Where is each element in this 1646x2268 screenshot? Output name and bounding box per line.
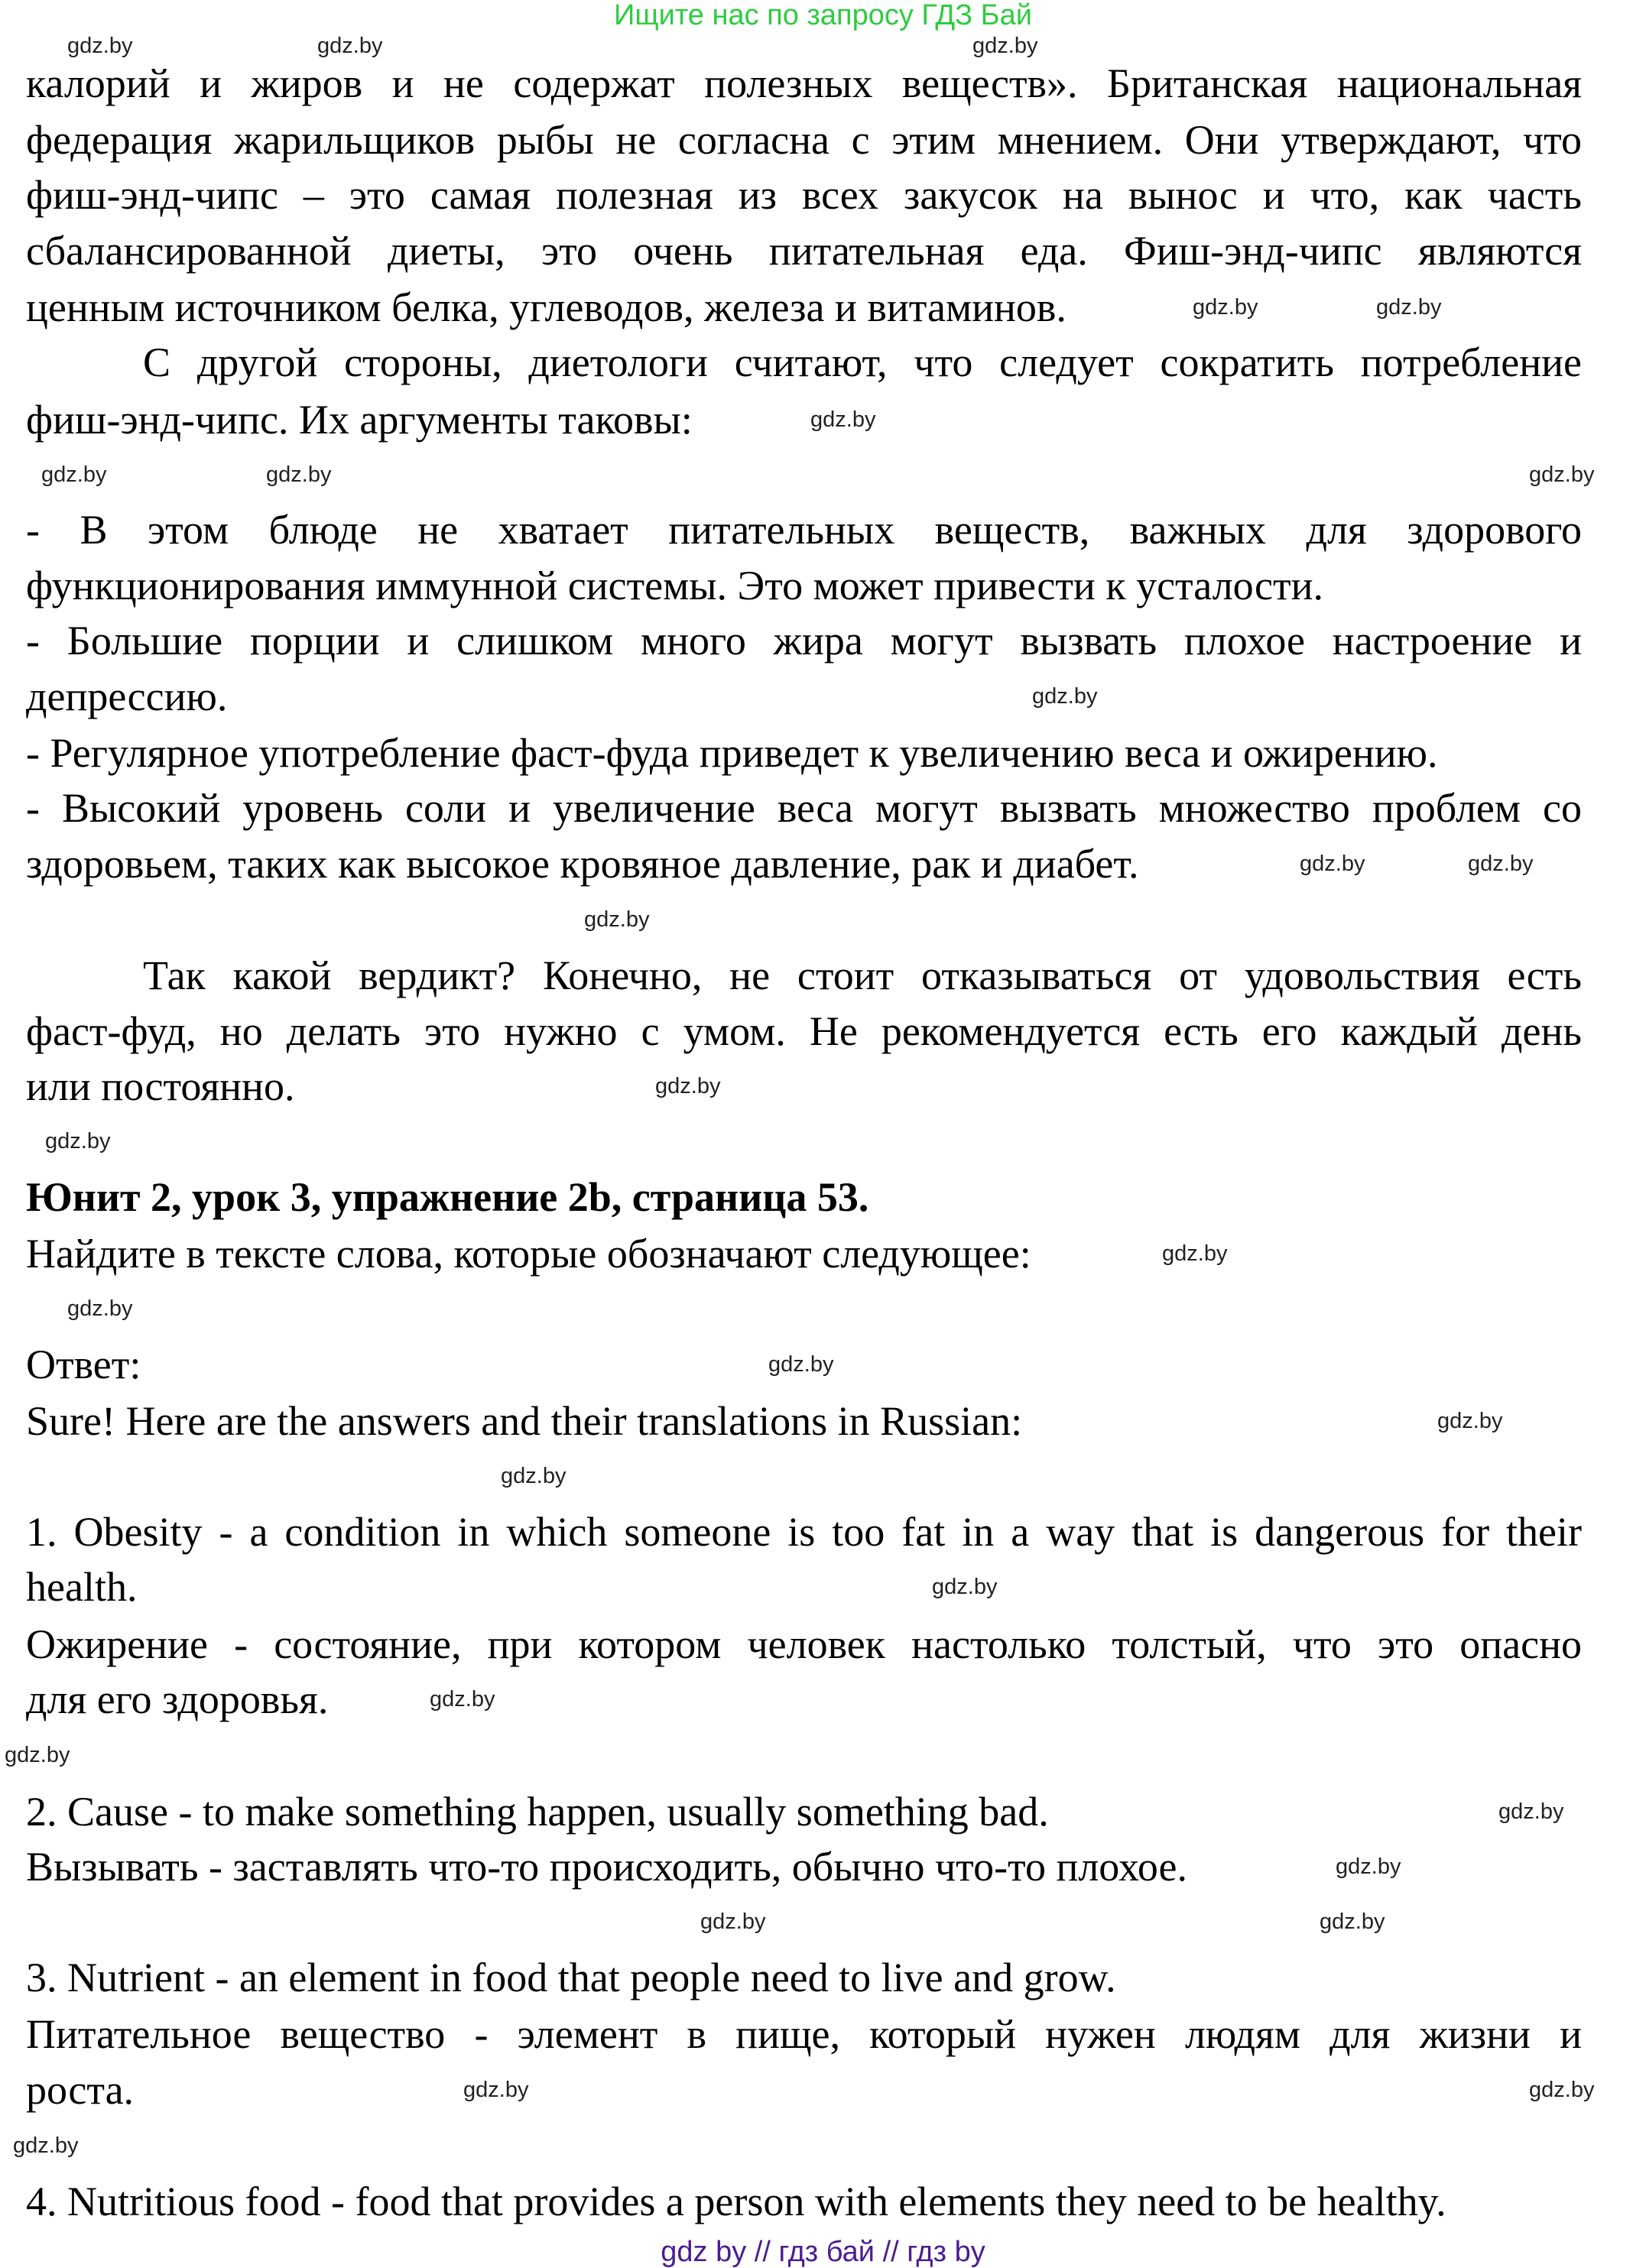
text-line: роста. [26, 2067, 135, 2113]
text-line: калорий и жиров и не содержат полезных веществ». Британская национальная [26, 60, 1582, 106]
text-line: 4. Nutritious food - food that provides a person with elements they need to be healthy. [26, 2179, 1446, 2224]
watermark: gdz.by [266, 462, 332, 487]
text-line: 3. Nutrient - an element in food that people need to live and grow. [26, 1955, 1116, 2000]
watermark: gdz.by [1300, 852, 1365, 876]
text-line: - Регулярное употребление фаст-фуда приведет к увеличению веса и ожирению. [26, 730, 1438, 776]
text-line: Питательное вещество - элемент в пище, который нужен людям для жизни и [26, 2011, 1582, 2057]
watermark: gdz.by [1529, 2078, 1595, 2102]
watermark: gdz.by [317, 34, 383, 58]
watermark: gdz.by [41, 462, 107, 487]
text-line: федерация жарильщиков рыбы не согласна с этим мнением. Они утверждают, что [26, 117, 1582, 163]
text-line: сбалансированной диеты, это очень питательная еда. Фиш-энд-чипс являются [26, 228, 1582, 274]
watermark: gdz.by [430, 1687, 495, 1712]
section-heading: Юнит 2, урок 3, упражнение 2b, страница 53. [26, 1174, 869, 1220]
watermark: gdz.by [67, 34, 133, 58]
text-line: Ответ: [26, 1342, 141, 1387]
watermark: gdz.by [45, 1129, 111, 1153]
text-line: или постоянно. [26, 1063, 295, 1109]
watermark: gdz.by [67, 1296, 133, 1321]
watermark: gdz.by [1032, 684, 1098, 709]
text-line: health. [26, 1564, 138, 1610]
watermark: gdz.by [5, 1743, 70, 1767]
text-line: фиш-энд-чипс – это самая полезная из всех закусок на вынос и что, как часть [26, 172, 1582, 218]
text-line: - В этом блюде не хватает питательных веществ, важных для здорового [26, 507, 1582, 553]
text-line: Ожирение - состояние, при котором человек настолько толстый, что это опасно [26, 1621, 1582, 1667]
watermark: gdz.by [810, 407, 876, 432]
watermark: gdz.by [1437, 1409, 1503, 1433]
watermark: gdz.by [13, 2133, 79, 2158]
text-line: ценным источником белка, углеводов, железа и витаминов. [26, 284, 1066, 330]
text-line: 1. Obesity - a condition in which someone is too fat in a way that is dangerous for their [26, 1509, 1582, 1555]
watermark: gdz.by [700, 1909, 766, 1934]
text-line: фаст-фуд, но делать это нужно с умом. Не рекомендуется есть его каждый день [26, 1008, 1582, 1054]
text-line: - Высокий уровень соли и увеличение веса могут вызвать множество проблем со [26, 785, 1582, 831]
text-line: функционирования иммунной системы. Это может привести к усталости. [26, 563, 1323, 608]
text-line: Вызывать - заставлять что-то происходить, обычно что-то плохое. [26, 1844, 1188, 1890]
watermark: gdz.by [768, 1352, 834, 1377]
text-line: Sure! Here are the answers and their translations in Russian: [26, 1398, 1023, 1444]
watermark: gdz.by [1529, 462, 1595, 487]
text-line: С другой стороны, диетологи считают, что следует сократить потребление [143, 339, 1582, 385]
search-banner: Ищите нас по запросу ГДЗ Бай [614, 0, 1032, 31]
footer-links: gdz by // гдз бай // гдз by [661, 2236, 985, 2268]
text-line: 2. Cause - to make something happen, usually something bad. [26, 1789, 1049, 1835]
text-line: - Большие порции и слишком много жира могут вызвать плохое настроение и [26, 618, 1582, 664]
watermark: gdz.by [1162, 1241, 1228, 1266]
text-line: для его здоровья. [26, 1676, 329, 1722]
watermark: gdz.by [463, 2078, 529, 2102]
watermark: gdz.by [932, 1575, 998, 1599]
text-line: Найдите в тексте слова, которые обозначают следующее: [26, 1231, 1031, 1277]
text-line: фиш-энд-чипс. Их аргументы таковы: [26, 397, 693, 443]
text-line: депрессию. [26, 673, 228, 719]
watermark: gdz.by [1320, 1909, 1385, 1934]
text-line: здоровьем, таких как высокое кровяное давление, рак и диабет. [26, 841, 1139, 887]
watermark: gdz.by [1468, 852, 1534, 876]
watermark: gdz.by [501, 1464, 567, 1488]
watermark: gdz.by [1336, 1854, 1401, 1879]
watermark: gdz.by [1193, 295, 1258, 320]
watermark: gdz.by [972, 34, 1038, 58]
watermark: gdz.by [655, 1074, 721, 1098]
watermark: gdz.by [1498, 1799, 1564, 1824]
watermark: gdz.by [584, 907, 650, 932]
text-line: Так какой вердикт? Конечно, не стоит отказываться от удовольствия есть [143, 952, 1582, 998]
watermark: gdz.by [1376, 295, 1442, 320]
